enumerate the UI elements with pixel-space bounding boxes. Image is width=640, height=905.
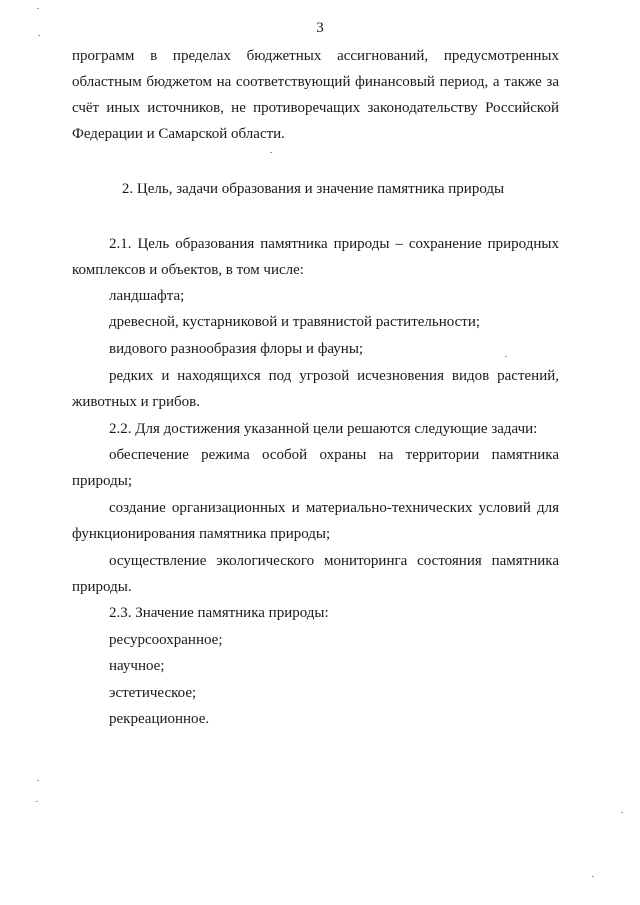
list-item: древесной, кустарниковой и травянистой растительности; [109, 314, 481, 330]
body-line: счёт иных источников, не противоречащих законодательству Российской [72, 100, 559, 116]
list-item: рекреационное. [109, 711, 210, 727]
paragraph-line: 2.3. Значение памятника природы: [109, 605, 329, 621]
list-item: ландшафта; [109, 288, 185, 304]
list-item: осуществление экологического мониторинга состояния памятника [109, 553, 559, 569]
list-item: природы. [72, 579, 132, 595]
body-line: областным бюджетом на соответствующий финансовый период, а также за [72, 74, 559, 90]
list-item: научное; [109, 658, 165, 674]
list-item: ресурсоохранное; [109, 632, 223, 648]
list-item: функционирования памятника природы; [72, 526, 331, 542]
scan-speck [37, 8, 39, 9]
scan-speck [621, 812, 623, 813]
scan-speck [38, 35, 40, 36]
scan-speck [505, 356, 507, 357]
paragraph-line: 2.2. Для достижения указанной цели решаются следующие задачи: [109, 421, 538, 437]
paragraph-line: комплексов и объектов, в том числе: [72, 262, 304, 278]
list-item: животных и грибов. [72, 394, 201, 410]
paragraph-line: 2.1. Цель образования памятника природы – сохранение природных [109, 236, 559, 252]
list-item: обеспечение режима особой охраны на территории памятника [109, 447, 559, 463]
scan-speck [592, 876, 594, 877]
scan-speck [37, 780, 39, 781]
section-heading: 2. Цель, задачи образования и значение памятника природы [121, 181, 505, 197]
list-item: редких и находящихся под угрозой исчезновения видов растений, [109, 368, 559, 384]
scan-speck [270, 152, 272, 153]
body-line: программ в пределах бюджетных ассигнований, предусмотренных [72, 48, 559, 64]
list-item: природы; [72, 473, 132, 489]
body-line: Федерации и Самарской области. [72, 126, 285, 142]
scan-speck [36, 801, 38, 802]
list-item: эстетическое; [109, 685, 197, 701]
list-item: видового разнообразия флоры и фауны; [109, 341, 364, 357]
list-item: создание организационных и материально-технических условий для [109, 500, 559, 516]
page-number: 3 [316, 20, 324, 36]
